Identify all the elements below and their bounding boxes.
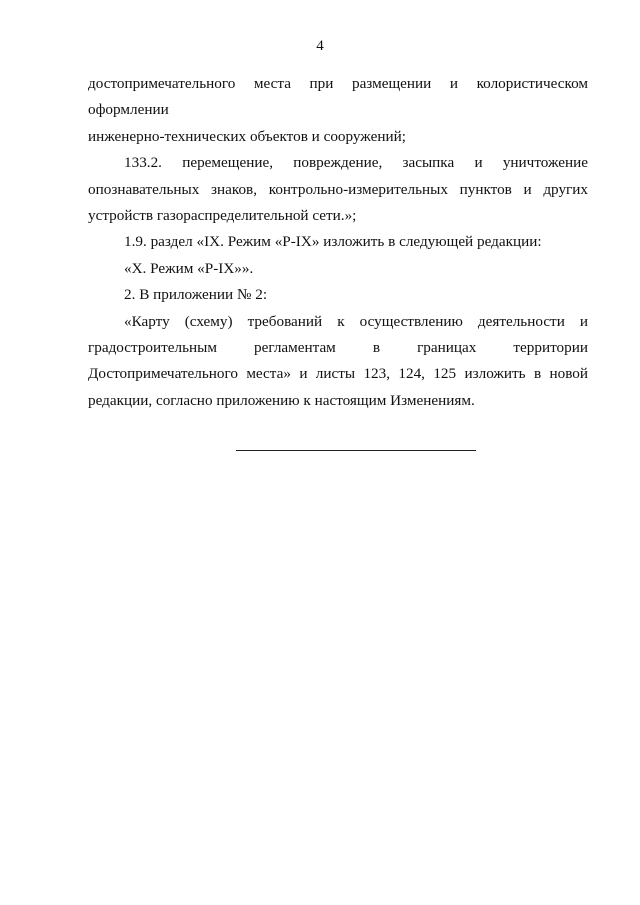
text-line: инженерно-технических объектов и сооружений; [88,127,406,145]
document-body [88,71,588,414]
text-line: 2. В приложении № 2: [124,286,268,304]
text-line: Достопримечательного места» и листы 123, 124, 125 изложить в новой [88,365,588,383]
page-number: 4 [316,38,324,54]
text-line: редакции, согласно приложению к настоящим Изменениям. [88,391,475,409]
text-line: опознавательных знаков, контрольно-измерительных пунктов и других [88,180,588,198]
text-line: «Карту (схему) требований к осуществлению деятельности и [124,312,588,330]
text-line: «X. Режим «Р-IX»». [124,259,254,277]
text-line: достопримечательного места при размещении и колористическом оформлении [88,75,588,119]
text-line: 133.2. перемещение, повреждение, засыпка и уничтожение [124,154,588,172]
text-line: градостроительным регламентам в границах территории [88,339,588,357]
text-line: 1.9. раздел «IX. Режим «Р-IX» изложить в следующей редакции: [124,233,542,251]
text-line: устройств газораспределительной сети.»; [88,207,357,225]
closing-rule [236,450,476,451]
